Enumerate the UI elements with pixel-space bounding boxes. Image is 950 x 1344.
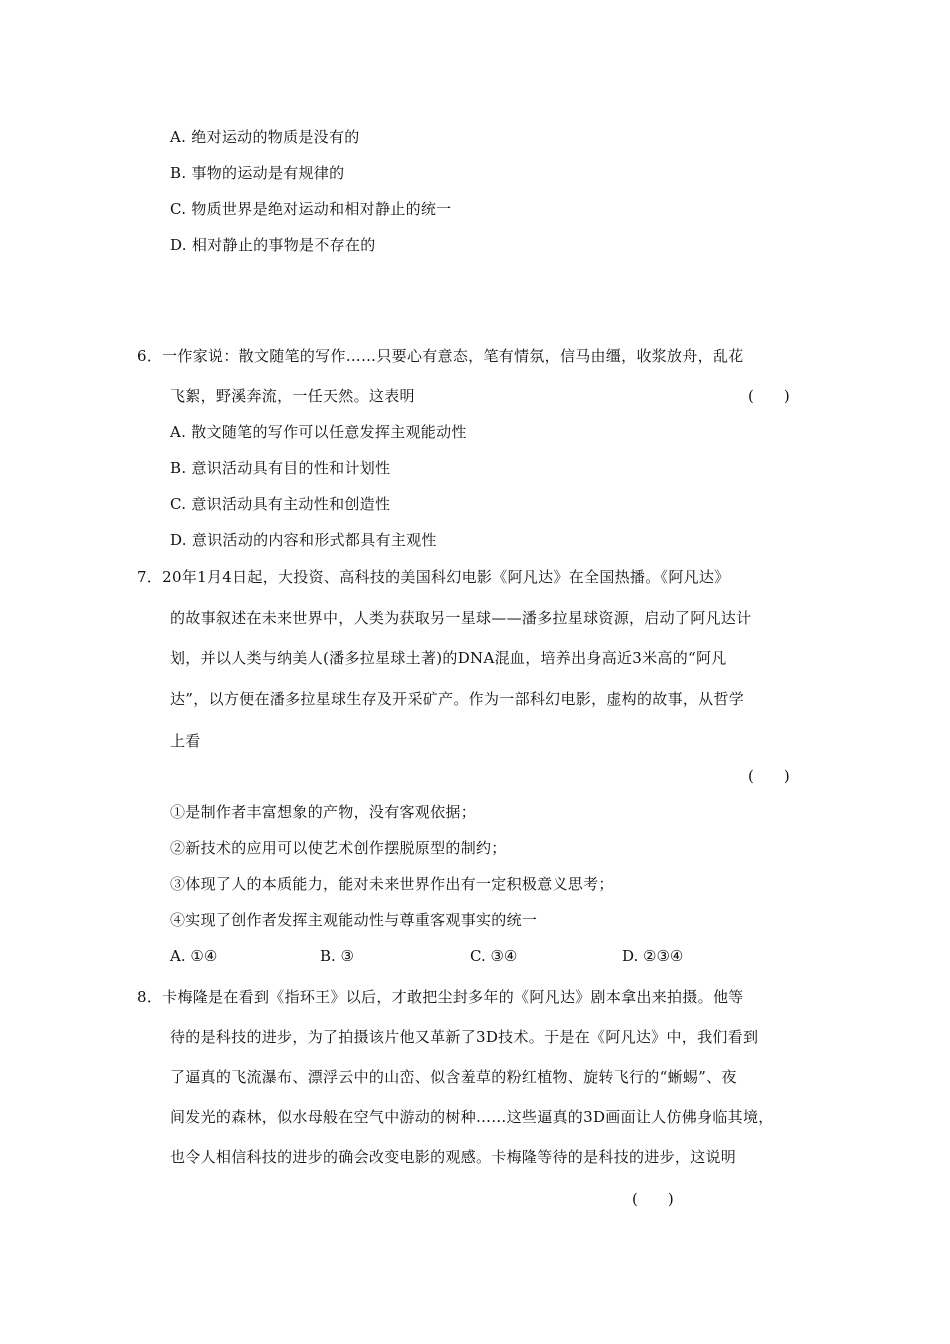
q6-option-b: B. 意识活动具有目的性和计划性: [170, 459, 391, 477]
q6-stem-line2: 飞絮，野溪奔流，一任天然。这表明: [170, 387, 415, 405]
q7-stem-line2: 的故事叙述在未来世界中，人类为获取另一星球——潘多拉星球资源，启动了阿凡达计: [170, 609, 752, 627]
q8-stem-line3: 了逼真的飞流瀑布、漂浮云中的山峦、似含羞草的粉红植物、旋转飞行的“蜥蜴”、夜: [170, 1068, 737, 1086]
q8-answer-paren: ( ): [632, 1190, 674, 1208]
q5-option-b: B. 事物的运动是有规律的: [170, 164, 345, 182]
q7-answer-paren: ( ): [748, 767, 790, 785]
q7-statement-1: ①是制作者丰富想象的产物，没有客观依据；: [170, 803, 477, 821]
q7-stem-line5: 上看: [170, 732, 201, 750]
q6-option-c: C. 意识活动具有主动性和创造性: [170, 495, 391, 513]
q7-choice-a: A. ①④: [170, 947, 218, 965]
q6-stem-line1: 6．一作家说：散文随笔的写作……只要心有意态，笔有情氛，信马由缰，收浆放舟，乱花: [137, 347, 744, 365]
q7-stem-line4: 达”，以方便在潘多拉星球生存及开采矿产。作为一部科幻电影，虚构的故事，从哲学: [170, 690, 745, 708]
q7-statement-4: ④实现了创作者发挥主观能动性与尊重客观事实的统一: [170, 911, 538, 929]
q8-stem-line2: 待的是科技的进步，为了拍摄该片他又革新了3D技术。于是在《阿凡达》中，我们看到: [170, 1028, 759, 1046]
q7-stem-line1: 7．20年1月4日起，大投资、高科技的美国科幻电影《阿凡达》在全国热播。《阿凡达》: [137, 568, 730, 586]
q5-option-c: C. 物质世界是绝对运动和相对静止的统一: [170, 200, 452, 218]
q6-answer-paren: ( ): [748, 387, 790, 405]
q7-statement-2: ②新技术的应用可以使艺术创作摆脱原型的制约；: [170, 839, 507, 857]
q7-stem-line3: 划，并以人类与纳美人(潘多拉星球土著)的DNA混血，培养出身高近3米高的“阿凡: [170, 649, 727, 667]
q5-option-d: D. 相对静止的事物是不存在的: [170, 236, 376, 254]
q7-statement-3: ③体现了人的本质能力，能对未来世界作出有一定积极意义思考；: [170, 875, 614, 893]
q8-stem-line1: 8．卡梅隆是在看到《指环王》以后，才敢把尘封多年的《阿凡达》剧本拿出来拍摄。他等: [137, 988, 744, 1006]
q7-choice-c: C. ③④: [470, 947, 518, 965]
q8-stem-line5: 也令人相信科技的进步的确会改变电影的观感。卡梅隆等待的是科技的进步，这说明: [170, 1148, 737, 1166]
q7-choice-d: D. ②③④: [622, 947, 684, 965]
q5-option-a: A. 绝对运动的物质是没有的: [170, 128, 360, 146]
q6-option-a: A. 散文随笔的写作可以任意发挥主观能动性: [170, 423, 467, 441]
q7-choice-b: B. ③: [320, 947, 355, 965]
q6-option-d: D. 意识活动的内容和形式都具有主观性: [170, 531, 437, 549]
q8-stem-line4: 间发光的森林，似水母般在空气中游动的树种……这些逼真的3D画面让人仿佛身临其境，: [170, 1108, 774, 1126]
